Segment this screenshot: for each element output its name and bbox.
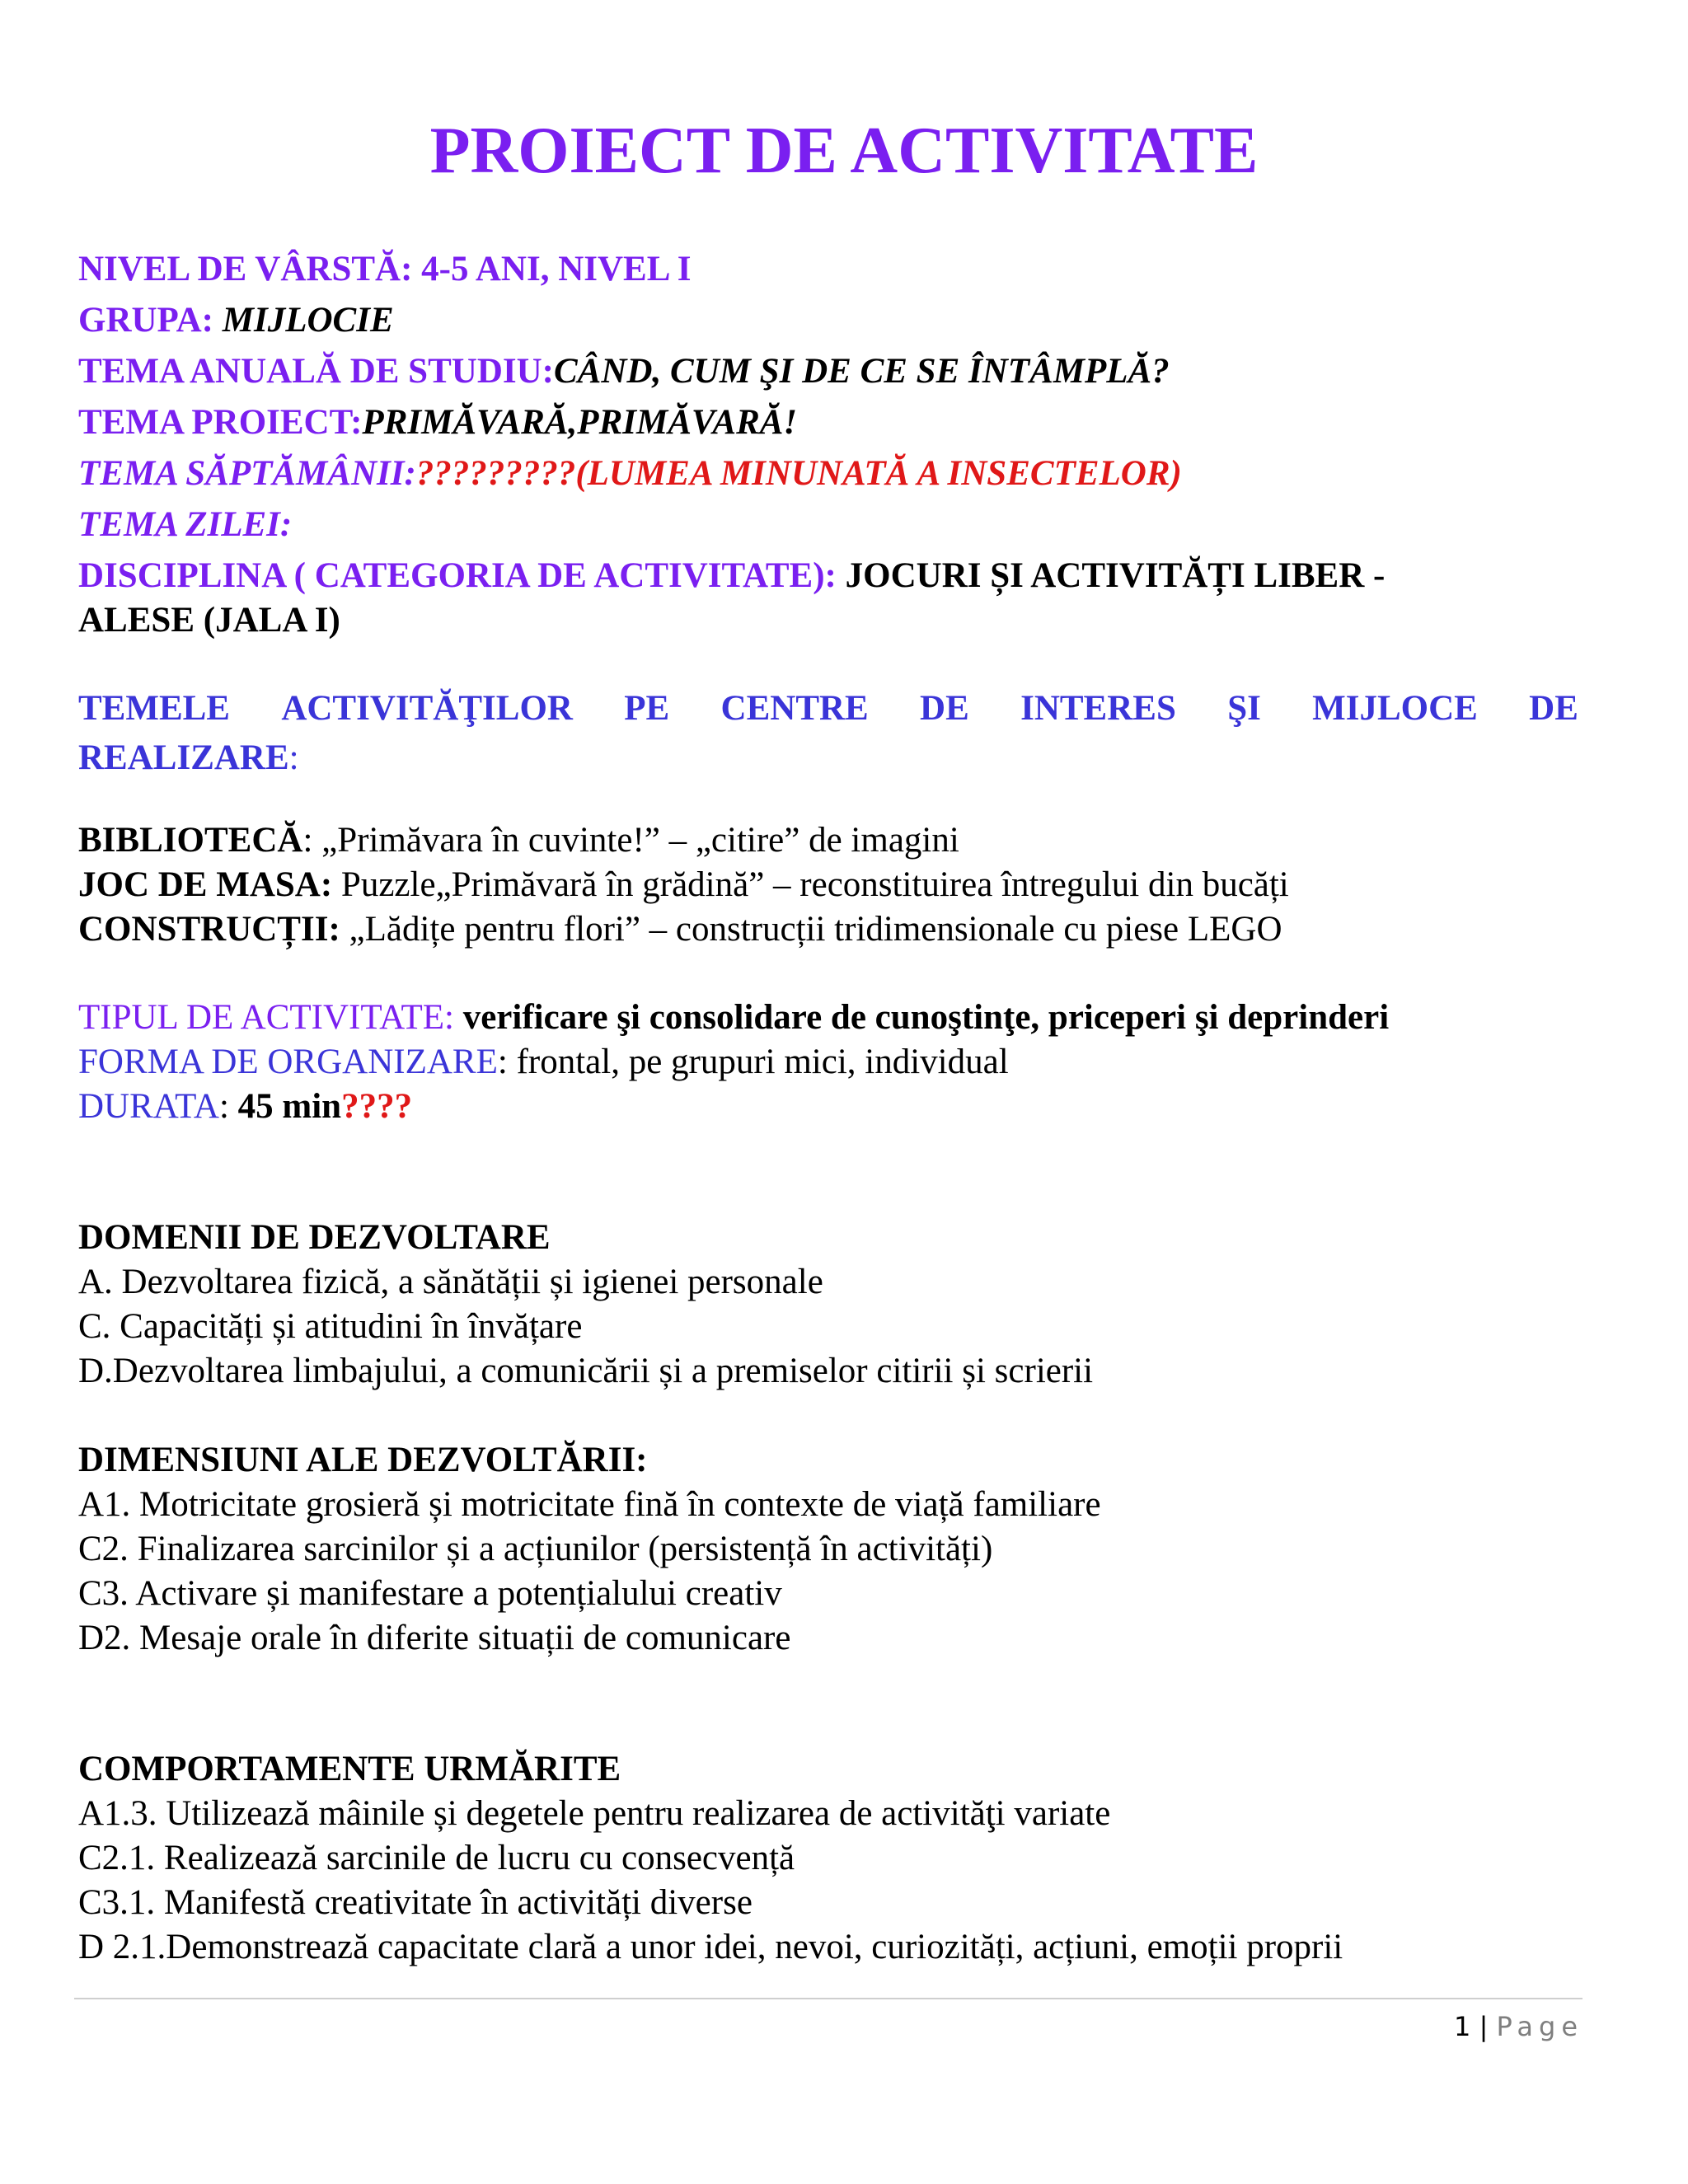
dimensiuni-heading: DIMENSIUNI ALE DEZVOLTĂRII: <box>78 1441 648 1479</box>
domeniu-item: A. Dezvoltarea fizică, a sănătății și igienei personale <box>78 1263 823 1301</box>
heading-word: TEMELE <box>78 689 230 728</box>
heading-colon: : <box>288 738 299 777</box>
tema-anuala-line <box>78 351 1170 391</box>
domeniu-item: D.Dezvoltarea limbajului, a comunicării și a premiselor citirii și scrierii <box>78 1352 1094 1390</box>
tema-proiect-label: TEMA PROIECT: <box>78 403 363 442</box>
forma-organizare-line <box>78 1042 1009 1082</box>
dimensiune-item: C3. Activare și manifestare a potențialului creativ <box>78 1574 782 1613</box>
tema-proiect-line <box>78 402 797 443</box>
durata-value: 45 min <box>237 1087 342 1126</box>
disciplina-label: DISCIPLINA ( CATEGORIA DE ACTIVITATE): <box>78 556 846 595</box>
centru-text: „Lădițe pentru flori” – construcții tridimensionale cu piese LEGO <box>349 910 1282 949</box>
grupa-value: MIJLOCIE <box>222 301 394 340</box>
page-title: PROIECT DE ACTIVITATE <box>429 115 1259 187</box>
forma-value: : frontal, pe grupuri mici, individual <box>497 1043 1009 1081</box>
heading-word: ŞI <box>1227 689 1261 728</box>
tipul-activitate-line <box>78 997 1389 1038</box>
page-word: Page <box>1496 2011 1583 2042</box>
centru-constructii <box>78 909 1282 949</box>
heading-word: MIJLOCE <box>1312 689 1478 728</box>
page-footer <box>1454 2011 1583 2042</box>
dimensiune-item: D2. Mesaje orale în diferite situații de comunicare <box>78 1619 791 1657</box>
heading-word: DE <box>1529 689 1578 728</box>
domenii-heading: DOMENII DE DEZVOLTARE <box>78 1218 551 1257</box>
centru-sep <box>332 865 341 904</box>
durata-marks: ???? <box>341 1087 413 1126</box>
tema-saptamanii-line <box>78 453 1182 494</box>
tema-zilei-line: TEMA ZILEI: <box>78 505 293 544</box>
comportament-item: A1.3. Utilizează mâinile și degetele pentru realizarea de activităţi variate <box>78 1794 1111 1833</box>
tema-proiect-value: PRIMĂVARĂ,PRIMĂVARĂ! <box>362 403 798 442</box>
centru-label: JOC DE MASA: <box>78 865 333 904</box>
heading-word: REALIZARE <box>78 738 289 777</box>
teme-centre-heading <box>78 688 1578 729</box>
dimensiune-item: C2. Finalizarea sarcinilor și a acțiunilor (persistență în activități) <box>78 1530 993 1568</box>
heading-word: PE <box>624 689 670 728</box>
comportament-item: C2.1. Realizează sarcinile de lucru cu consecvență <box>78 1839 795 1877</box>
centru-text: Puzzle„Primăvară în grădină” – reconstituirea întregului din bucăți <box>340 865 1289 904</box>
tema-anuala-value: CÂND, CUM ŞI DE CE SE ÎNTÂMPLĂ? <box>554 352 1170 391</box>
durata-label: DURATA <box>78 1087 219 1126</box>
dimensiune-item: A1. Motricitate grosieră și motricitate fină în contexte de viață familiare <box>78 1485 1101 1524</box>
tipul-value: verificare şi consolidare de cunoştinţe, priceperi şi deprinderi <box>462 998 1390 1037</box>
teme-centre-heading-2 <box>78 738 299 778</box>
forma-label: FORMA DE ORGANIZARE <box>78 1043 498 1081</box>
comportament-item: D 2.1.Demonstrează capacitate clară a unor idei, nevoi, curiozități, acțiuni, emoții proprii <box>78 1928 1343 1966</box>
footer-divider <box>74 1998 1582 1999</box>
tema-saptamanii-label: TEMA SĂPTĂMÂNII: <box>78 454 416 493</box>
centru-label: CONSTRUCȚII: <box>78 910 340 949</box>
page-number: 1 <box>1454 2011 1471 2042</box>
heading-word: DE <box>920 689 969 728</box>
disciplina-value: JOCURI ȘI ACTIVITĂȚI LIBER - <box>845 556 1386 595</box>
heading-word: ACTIVITĂŢILOR <box>281 689 573 728</box>
nivel-line: NIVEL DE VÂRSTĂ: 4-5 ANI, NIVEL I <box>78 250 692 288</box>
tipul-label: TIPUL DE ACTIVITATE: <box>78 998 463 1037</box>
comportamente-heading: COMPORTAMENTE URMĂRITE <box>78 1750 621 1788</box>
durata-line <box>78 1086 412 1127</box>
centru-sep: : <box>302 821 322 860</box>
domeniu-item: C. Capacități și atitudini în învățare <box>78 1307 583 1346</box>
centru-label: BIBLIOTECĂ <box>78 821 303 860</box>
disciplina-line-2: ALESE (JALA I) <box>78 601 340 640</box>
grupa-line <box>78 300 394 340</box>
centru-sep <box>340 910 349 949</box>
durata-sep: : <box>218 1087 238 1126</box>
disciplina-line <box>78 555 1385 596</box>
centru-joc-de-masa <box>78 865 1289 905</box>
grupa-label: GRUPA: <box>78 301 223 340</box>
footer-separator: | <box>1470 2011 1497 2042</box>
tema-saptamanii-value: ?????????(LUMEA MINUNATĂ A INSECTELOR) <box>415 454 1182 493</box>
heading-word: INTERES <box>1020 689 1176 728</box>
tema-anuala-label: TEMA ANUALĂ DE STUDIU: <box>78 352 554 391</box>
heading-word: CENTRE <box>720 689 869 728</box>
comportament-item: C3.1. Manifestă creativitate în activități diverse <box>78 1883 753 1922</box>
centru-text: „Primăvara în cuvinte!” – „citire” de imagini <box>321 821 959 860</box>
centru-biblioteca <box>78 820 959 860</box>
